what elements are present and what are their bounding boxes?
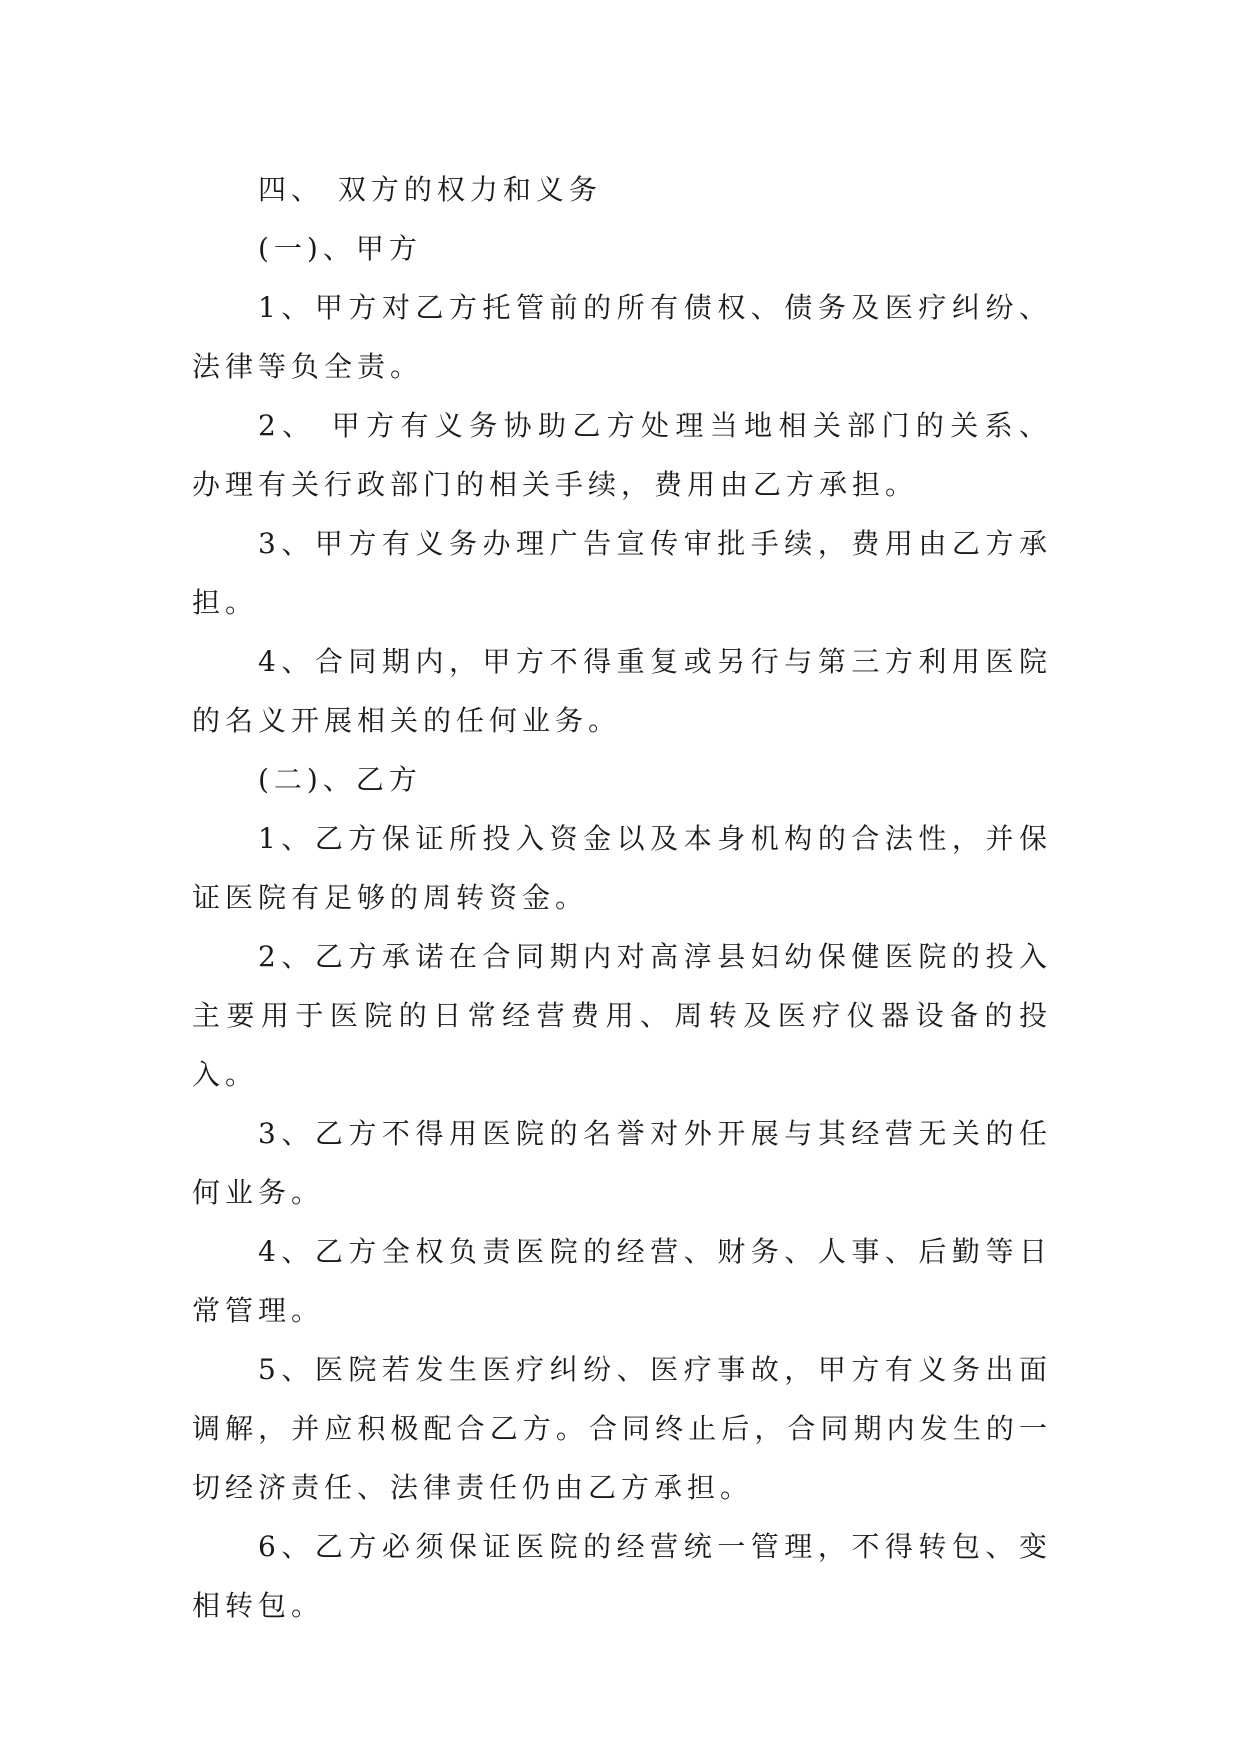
document-body [192,160,1052,1635]
party-b-item: 1、乙方保证所投入资金以及本身机构的合法性，并保证医院有足够的周转资金。 [192,822,1052,914]
party-a-item: 3、甲方有义务办理广告宣传审批手续，费用由乙方承担。 [192,527,1052,619]
party-b-heading: (二)、乙方 [258,763,422,796]
party-b-item: 4、乙方全权负责医院的经营、财务、人事、后勤等日常管理。 [192,1235,1052,1327]
party-a-item: 4、合同期内，甲方不得重复或另行与第三方利用医院的名义开展相关的任何业务。 [192,645,1052,737]
party-a-item: 2、 甲方有义务协助乙方处理当地相关部门的关系、办理有关行政部门的相关手续，费用由乙方承担。 [192,409,1052,501]
party-b-item: 6、乙方必须保证医院的经营统一管理，不得转包、变相转包。 [192,1530,1052,1622]
party-b-item: 3、乙方不得用医院的名誉对外开展与其经营无关的任何业务。 [192,1117,1052,1209]
section-title: 四、 双方的权力和义务 [258,173,602,206]
party-a-heading: (一)、甲方 [258,232,422,265]
party-a-item: 1、甲方对乙方托管前的所有债权、债务及医疗纠纷、法律等负全责。 [192,291,1052,383]
party-b-item: 5、医院若发生医疗纠纷、医疗事故，甲方有义务出面调解，并应积极配合乙方。合同终止后，合同期内发生的一切经济责任、法律责任仍由乙方承担。 [192,1353,1052,1504]
party-b-item: 2、乙方承诺在合同期内对高淳县妇幼保健医院的投入主要用于医院的日常经营费用、周转及医疗仪器设备的投入。 [192,940,1052,1091]
